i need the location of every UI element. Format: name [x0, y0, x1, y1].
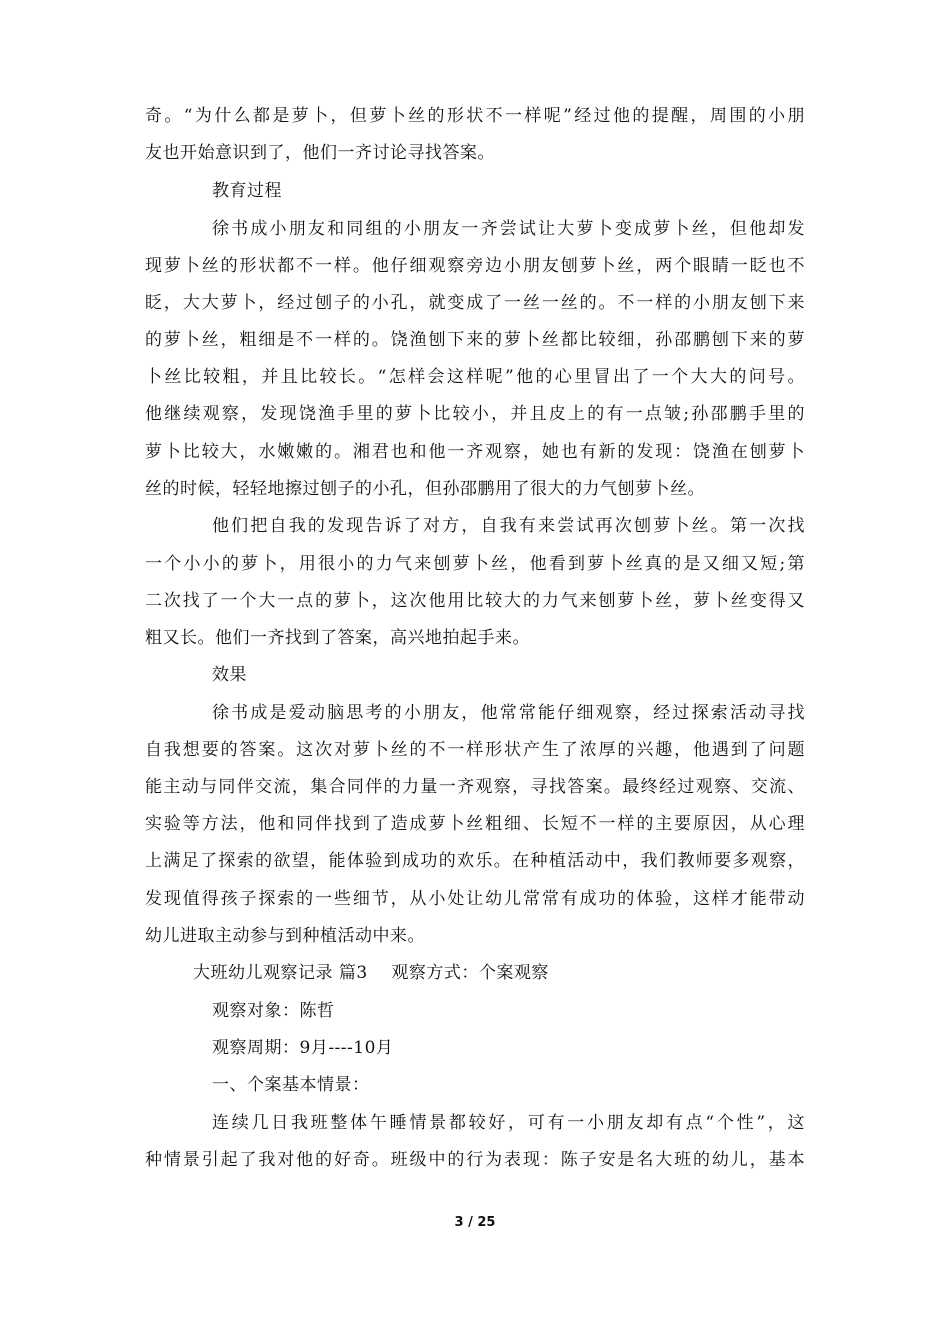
text-line: 丝的时候，轻轻地擦过刨子的小孔，但孙邵鹏用了很大的力气刨萝卜丝。	[145, 479, 705, 499]
section-heading: 一、个案基本情景：	[212, 1075, 370, 1095]
text-line: 他们把自我的发现告诉了对方，自我有来尝试再次刨萝卜丝。第一次找	[212, 516, 805, 536]
text-line: 现萝卜丝的形状都不一样。他仔细观察旁边小朋友刨萝卜丝，两个眼睛一眨也不	[145, 256, 805, 276]
text-line: 友也开始意识到了，他们一齐讨论寻找答案。	[145, 143, 495, 163]
text-line: 能主动与同伴交流，集合同伴的力量一齐观察，寻找答案。最终经过观察、交流、	[145, 777, 805, 797]
text-line: 幼儿进取主动参与到种植活动中来。	[145, 926, 425, 946]
text-line: 观察周期：9月----10月	[212, 1038, 394, 1058]
text-line: 卜丝比较粗，并且比较长。“怎样会这样呢”他的心里冒出了一个大大的问号。	[145, 367, 805, 387]
text-line: 萝卜比较大，水嫩嫩的。湘君也和他一齐观察，她也有新的发现：饶渔在刨萝卜	[145, 442, 805, 462]
text-line: 发现值得孩子探索的一些细节，从小处让幼儿常常有成功的体验，这样才能带动	[145, 889, 805, 909]
text-line: 徐书成是爱动脑思考的小朋友，他常常能仔细观察，经过探索活动寻找	[212, 703, 805, 723]
text-line: 他继续观察，发现饶渔手里的萝卜比较小，并且皮上的有一点皱;孙邵鹏手里的	[145, 404, 805, 424]
text-line: 自我想要的答案。这次对萝卜丝的不一样形状产生了浓厚的兴趣，他遇到了问题	[145, 740, 805, 760]
text-line: 一个小小的萝卜，用很小的力气来刨萝卜丝，他看到萝卜丝真的是又细又短;第	[145, 554, 805, 574]
record-heading: 大班幼儿观察记录 篇3 观察方式：个案观察	[193, 963, 549, 983]
text-line: 观察对象：陈哲	[212, 1001, 335, 1021]
text-line: 徐书成小朋友和同组的小朋友一齐尝试让大萝卜变成萝卜丝，但他却发	[212, 219, 805, 239]
text-line: 的萝卜丝，粗细是不一样的。饶渔刨下来的萝卜丝都比较细，孙邵鹏刨下来的萝	[145, 330, 805, 350]
text-line: 实验等方法，他和同伴找到了造成萝卜丝粗细、长短不一样的主要原因，从心理	[145, 814, 805, 834]
text-line: 上满足了探索的欲望，能体验到成功的欢乐。在种植活动中，我们教师要多观察，	[145, 851, 805, 871]
text-line: 粗又长。他们一齐找到了答案，高兴地拍起手来。	[145, 628, 530, 648]
page-indicator: 3 / 25	[454, 1215, 496, 1230]
text-line: 种情景引起了我对他的好奇。班级中的行为表现：陈子安是名大班的幼儿，基本	[145, 1150, 805, 1170]
section-heading: 教育过程	[212, 181, 282, 201]
text-line: 眨，大大萝卜，经过刨子的小孔，就变成了一丝一丝的。不一样的小朋友刨下来	[145, 293, 805, 313]
text-line: 二次找了一个大一点的萝卜，这次他用比较大的力气来刨萝卜丝，萝卜丝变得又	[145, 591, 805, 611]
section-heading: 效果	[212, 665, 247, 685]
text-line: 奇。“为什么都是萝卜，但萝卜丝的形状不一样呢”经过他的提醒，周围的小朋	[145, 106, 805, 126]
text-line: 连续几日我班整体午睡情景都较好，可有一小朋友却有点“个性”，这	[212, 1113, 805, 1133]
